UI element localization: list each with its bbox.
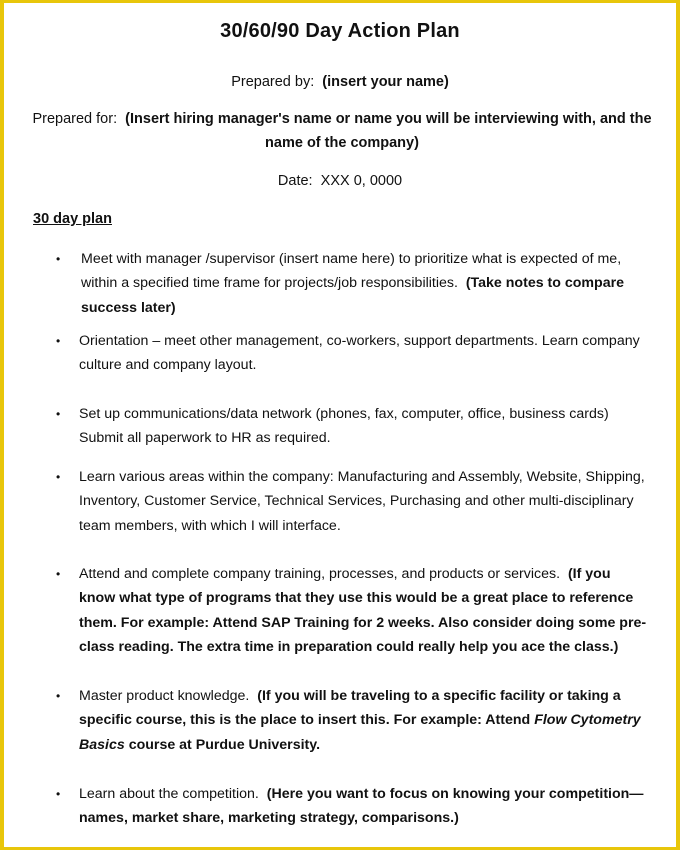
- list-item-note-end: course at Purdue University.: [128, 736, 321, 753]
- bullet-icon: •: [56, 470, 61, 484]
- list-item-text: [79, 402, 649, 451]
- list-item-body: Set up communications/data network (phones, fax, computer, office, business cards) Submit all paperwork to HR as required.: [79, 406, 609, 447]
- prepared-by-line: [4, 70, 676, 94]
- date-label: Date:: [277, 173, 313, 189]
- bullet-icon: •: [56, 334, 61, 348]
- list-item-body: Orientation – meet other management, co-workers, support departments. Learn company culture and company layout.: [79, 333, 640, 374]
- document-title: 30/60/90 Day Action Plan: [220, 20, 460, 42]
- list-item-body: Meet with manager /supervisor (insert name here) to prioritize what is expected of me, within a specified time frame for projects/job responsibilities.: [81, 251, 622, 292]
- list-item-text: [79, 684, 649, 757]
- section-heading: 30 day plan: [33, 211, 112, 227]
- list-item-body: Attend and complete company training, processes, and products or services.: [79, 566, 561, 582]
- list-item-note: (If you know what type of programs that they use this would be a great place to reference them. For example: Attend SAP Training for 2 weeks. Also consider doing some pre-class reading. The extra time in preparation could really help you ace the class.): [79, 566, 647, 655]
- list-item-body: Master product knowledge.: [79, 688, 250, 704]
- bullet-icon: •: [56, 407, 61, 421]
- list-item-note-start: (If you will be traveling to a specific facility or taking a specific course, this is the place to insert this. For example: Attend: [79, 688, 621, 729]
- prepared-by-value: (insert your name): [322, 74, 449, 90]
- list-item-note: (Here you want to focus on knowing your competition—names, market share, marketing strategy, comparisons.): [79, 786, 644, 827]
- document-page: [4, 3, 676, 847]
- list-item-text: [81, 247, 656, 320]
- prepared-for-value: (Insert hiring manager's name or name you will be interviewing with, and the name of the company): [125, 111, 652, 151]
- prepared-for-line: [32, 107, 652, 155]
- list-item-note-italic: Flow Cytometry Basics: [79, 712, 641, 753]
- list-item-text: [79, 465, 649, 538]
- date-line: [4, 169, 676, 193]
- bullet-icon: •: [56, 787, 61, 801]
- list-item-body: Learn various areas within the company: Manufacturing and Assembly, Website, Shipping, Inventory, Customer Service, Technical Services, Purchasing and other multi-disciplinary team members, with which I will interface.: [79, 469, 645, 534]
- list-item-body: Learn about the competition.: [79, 786, 259, 802]
- list-item-note: (Take notes to compare success later): [81, 275, 625, 316]
- list-item-text: [79, 562, 649, 659]
- prepared-by-label: Prepared by:: [231, 74, 315, 90]
- bullet-icon: •: [56, 252, 61, 266]
- bullet-icon: •: [56, 567, 61, 581]
- prepared-for-label: Prepared for:: [32, 111, 118, 127]
- list-item-text: [79, 782, 649, 831]
- bullet-icon: •: [56, 689, 61, 703]
- date-value: XXX 0, 0000: [320, 173, 403, 189]
- list-item-text: [79, 329, 649, 378]
